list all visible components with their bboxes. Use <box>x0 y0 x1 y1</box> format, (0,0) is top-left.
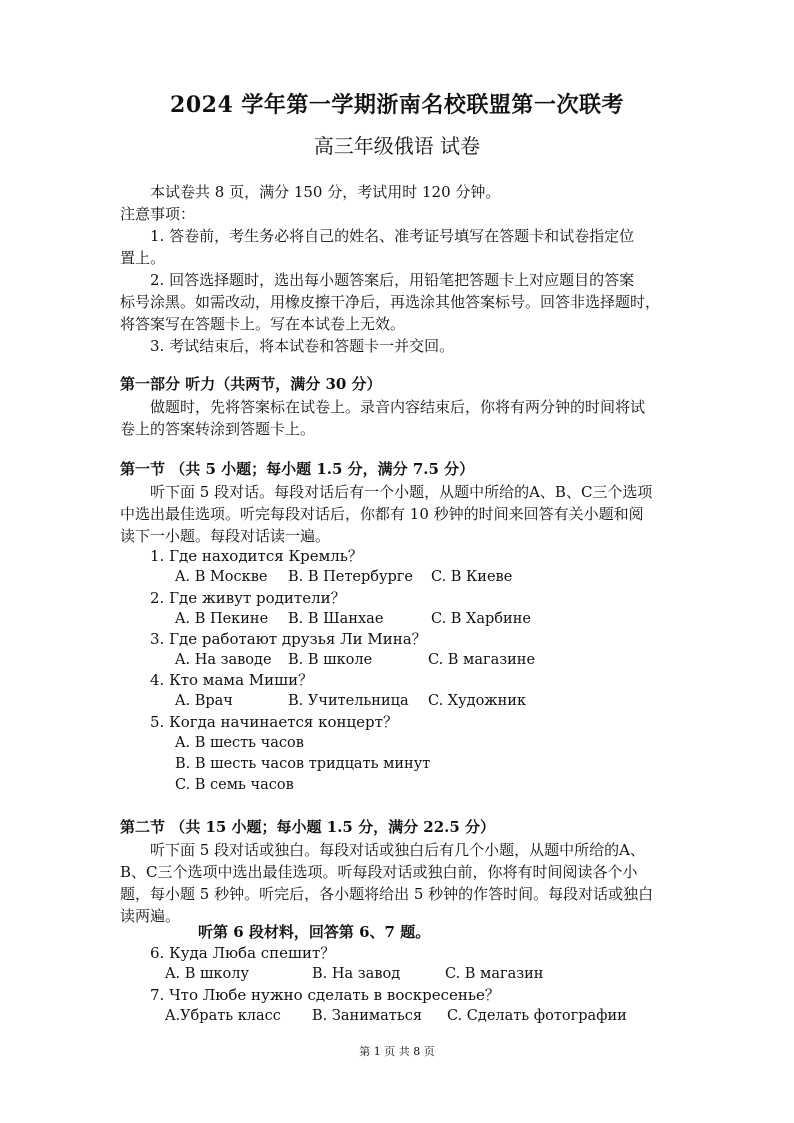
q5-option-a: A. В шесть часов <box>175 735 304 751</box>
q2-option-c: C. В Харбине <box>431 611 531 627</box>
note-1-line-1: 1. 答卷前，考生务必将自己的姓名、准考证号填写在答题卡和试卷指定位 <box>150 227 635 245</box>
q4-option-c: C. Художник <box>428 693 527 709</box>
section2-desc-line-2: B、C三个选项中选出最佳选项。听每段对话或独白前，你将有时间阅读各个小 <box>120 863 638 881</box>
q6-option-b: B. На завод <box>312 966 401 982</box>
q5-option-c: C. В семь часов <box>175 777 294 793</box>
q2-option-a: A. В Пекине <box>175 611 269 627</box>
question-1: 1. Где находится Кремль？ <box>150 547 363 565</box>
section2-desc-line-3: 题，每小题 5 秒钟。听完后，各小题将给出 5 秒钟的作答时间。每段对话或独白 <box>120 885 654 903</box>
section1-heading: 第一节 （共 5 小题；每小题 1.5 分，满分 7.5 分） <box>120 460 475 478</box>
section1-desc-line-3: 读下一小题。每段对话读一遍。 <box>120 527 331 545</box>
q7-option-a: A.Убрать класс <box>165 1008 281 1024</box>
note-1-line-2: 置上。 <box>120 249 166 267</box>
section2-heading: 第二节 （共 15 小题；每小题 1.5 分，满分 22.5 分） <box>120 818 496 836</box>
question-6: 6. Куда Люба спешит？ <box>150 944 336 962</box>
section2-desc-line-4: 读两遍。 <box>120 907 181 925</box>
q3-option-c: C. В магазине <box>428 652 536 668</box>
section2-desc-line-1: 听下面 5 段对话或独白。每段对话或独白后有几个小题，从题中所给的A、 <box>150 841 645 859</box>
exam-info: 本试卷共 8 页，满分 150 分，考试用时 120 分钟。 <box>150 183 501 201</box>
exam-subtitle: 高三年级俄语 试卷 <box>313 134 481 158</box>
notes-label: 注意事项： <box>120 205 196 223</box>
note-2-line-2: 标号涂黑。如需改动，用橡皮擦干净后，再选涂其他答案标号。回答非选择题时， <box>120 293 661 311</box>
part1-desc-line-1: 做题时，先将答案标在试卷上。录音内容结束后，你将有两分钟的时间将试 <box>150 398 646 416</box>
q4-option-a: A. Врач <box>175 693 233 709</box>
q3-option-a: A. На заводе <box>175 652 272 668</box>
exam-title: 2024 学年第一学期浙南名校联盟第一次联考 <box>170 92 624 118</box>
q6-option-c: C. В магазин <box>445 966 544 982</box>
q7-option-b: B. Заниматься <box>312 1008 422 1024</box>
question-3: 3. Где работают друзья Ли Мина？ <box>150 630 427 648</box>
q1-option-a: A. В Москве <box>175 569 268 585</box>
section1-desc-line-2: 中选出最佳选项。听完每段对话后，你都有 10 秒钟的时间来回答有关小题和阅 <box>120 505 644 523</box>
question-7: 7. Что Любе нужно сделать в воскресенье？ <box>150 986 500 1004</box>
question-5: 5. Когда начинается концерт？ <box>150 713 398 731</box>
material-6-heading: 听第 6 段材料，回答第 6、7 题。 <box>198 923 431 941</box>
page-number-footer: 第 1 页 共 8 页 <box>359 1045 435 1058</box>
note-3: 3. 考试结束后，将本试卷和答题卡一并交回。 <box>150 337 455 355</box>
q5-option-b: B. В шесть часов тридцать минут <box>175 756 431 772</box>
question-2: 2. Где живут родители？ <box>150 589 346 607</box>
part1-desc-line-2: 卷上的答案转涂到答题卡上。 <box>120 420 316 438</box>
question-4: 4. Кто мама Миши？ <box>150 671 314 689</box>
note-2-line-3: 将答案写在答题卡上。写在本试卷上无效。 <box>120 315 406 333</box>
section1-desc-line-1: 听下面 5 段对话。每段对话后有一个小题，从题中所给的A、B、C三个选项 <box>150 483 653 501</box>
q1-option-c: C. В Киеве <box>431 569 513 585</box>
q6-option-a: A. В школу <box>165 966 249 982</box>
q7-option-c: C. Сделать фотографии <box>447 1008 627 1024</box>
q1-option-b: B. В Петербурге <box>288 569 413 585</box>
q2-option-b: B. В Шанхае <box>288 611 384 627</box>
q4-option-b: B. Учительница <box>288 693 409 709</box>
part1-heading: 第一部分 听力（共两节，满分 30 分） <box>120 375 382 393</box>
q3-option-b: B. В школе <box>288 652 373 668</box>
note-2-line-1: 2. 回答选择题时，选出每小题答案后，用铅笔把答题卡上对应题目的答案 <box>150 271 635 289</box>
